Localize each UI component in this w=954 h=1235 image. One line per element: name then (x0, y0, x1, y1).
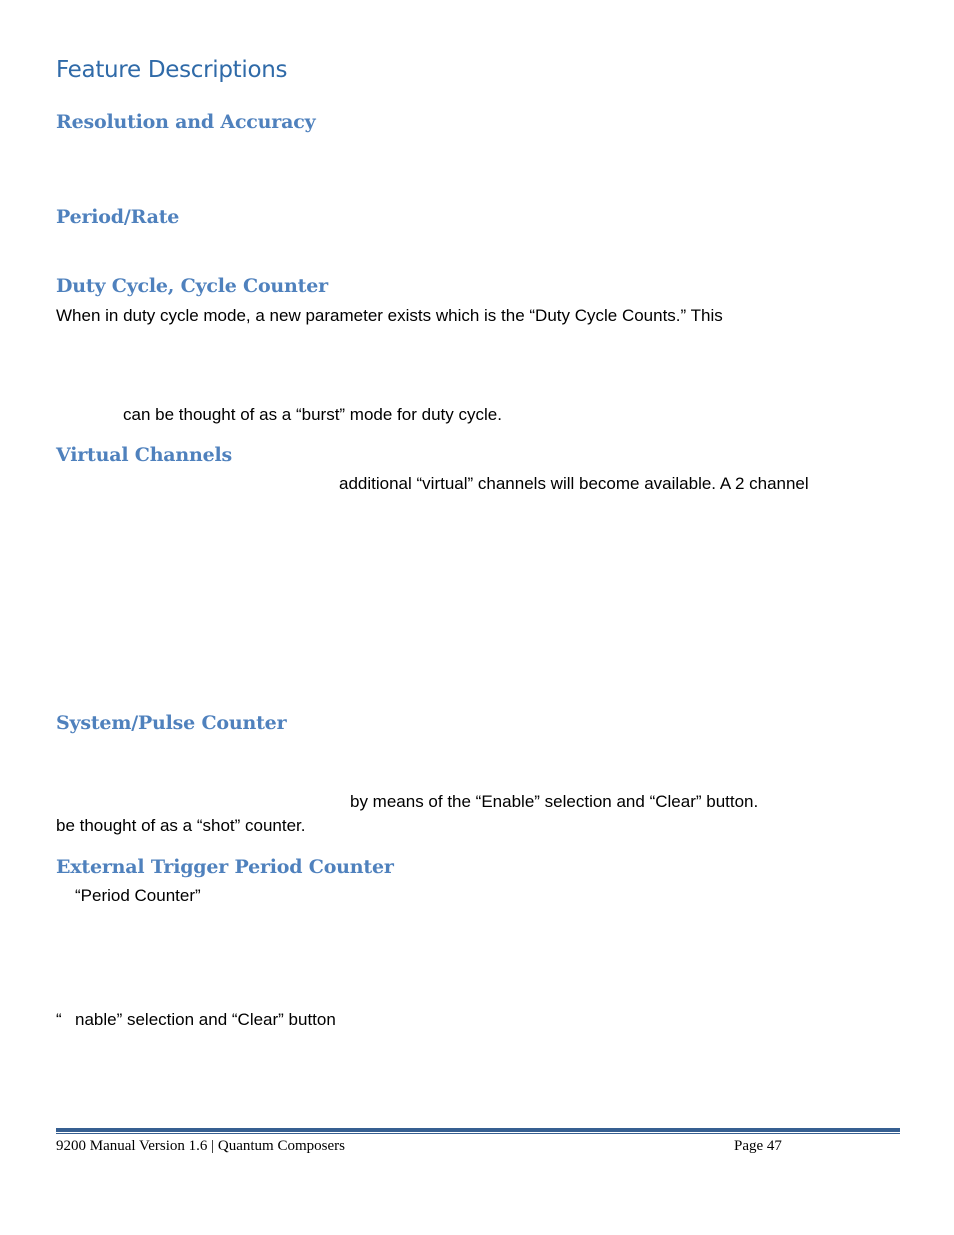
heading-system-pulse-counter: System/Pulse Counter (56, 712, 287, 734)
footer-page-number: Page 47 (734, 1138, 782, 1154)
ext-trigger-text-line1: “Period Counter” (75, 886, 201, 905)
heading-period-rate: Period/Rate (56, 206, 180, 228)
footer-rule-thin (56, 1133, 900, 1134)
ext-trigger-text-line2: nable” selection and “Clear” button (75, 1010, 336, 1029)
system-counter-text-line2: be thought of as a “shot” counter. (56, 816, 306, 835)
page-title: Feature Descriptions (56, 57, 288, 83)
virtual-channels-text-line1: additional “virtual” channels will become available. A 2 channel (339, 474, 809, 493)
ext-trigger-text-quote: “ (56, 1010, 62, 1029)
footer-manual-version: 9200 Manual Version 1.6 | Quantum Composers (56, 1138, 345, 1154)
heading-external-trigger-period-counter: External Trigger Period Counter (56, 856, 394, 878)
duty-cycle-text-line2: can be thought of as a “burst” mode for duty cycle. (123, 405, 502, 424)
system-counter-text-line1: by means of the “Enable” selection and “Clear” button. (350, 792, 759, 811)
duty-cycle-text-line1: When in duty cycle mode, a new parameter exists which is the “Duty Cycle Counts.” This (56, 306, 723, 325)
heading-virtual-channels: Virtual Channels (56, 444, 233, 466)
heading-duty-cycle: Duty Cycle, Cycle Counter (56, 275, 328, 297)
footer-rule (56, 1128, 900, 1132)
heading-resolution-accuracy: Resolution and Accuracy (56, 111, 316, 133)
